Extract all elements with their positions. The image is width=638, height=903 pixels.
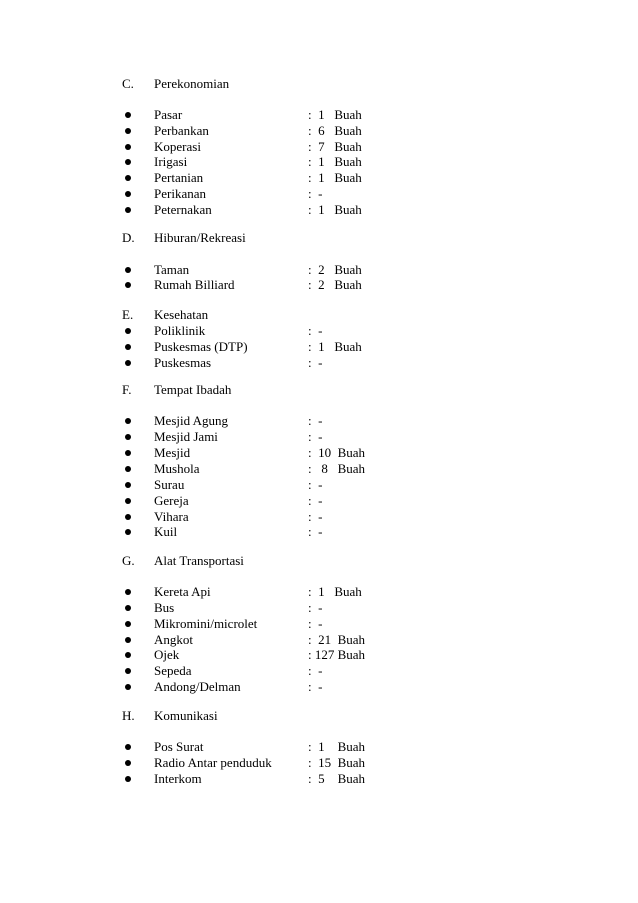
item-value: : - — [308, 429, 323, 444]
bullet-icon — [125, 191, 131, 197]
list-item — [122, 445, 422, 461]
list-item — [122, 509, 422, 525]
bullet-icon — [125, 282, 131, 288]
item-value: : - — [308, 186, 323, 201]
section-title: Kesehatan — [154, 307, 209, 322]
bullet-icon — [125, 267, 131, 273]
item-label: Pasar — [154, 107, 183, 122]
item-label: Taman — [154, 262, 190, 277]
list-item — [122, 123, 422, 139]
item-value: : - — [308, 616, 323, 631]
item-value: : 1 Buah — [308, 202, 362, 217]
item-value: : 1 Buah — [308, 584, 362, 599]
list-item — [122, 107, 422, 123]
item-value: : 15 Buah — [308, 755, 366, 770]
list-item — [122, 755, 422, 771]
bullet-icon — [125, 637, 131, 643]
list-item — [122, 139, 422, 155]
item-label: Angkot — [154, 632, 193, 647]
item-label: Surau — [154, 477, 185, 492]
section-letter: G. — [122, 553, 135, 568]
list-item — [122, 339, 422, 355]
item-label: Peternakan — [154, 202, 212, 217]
item-label: Mesjid Agung — [154, 413, 229, 428]
bullet-icon — [125, 159, 131, 165]
section-letter: D. — [122, 230, 135, 245]
bullet-icon — [125, 112, 131, 118]
item-value: : - — [308, 600, 323, 615]
item-label: Mesjid Jami — [154, 429, 218, 444]
list-item — [122, 355, 422, 371]
item-label: Mesjid — [154, 445, 191, 460]
item-label: Rumah Billiard — [154, 277, 235, 292]
item-label: Poliklinik — [154, 323, 206, 338]
list-item — [122, 154, 422, 170]
bullet-icon — [125, 621, 131, 627]
list-item — [122, 493, 422, 509]
list-item — [122, 647, 422, 663]
item-label: Perbankan — [154, 123, 209, 138]
bullet-icon — [125, 760, 131, 766]
list-item — [122, 632, 422, 648]
item-value: : 2 Buah — [308, 277, 362, 292]
bullet-icon — [125, 514, 131, 520]
item-label: Ojek — [154, 647, 180, 662]
item-value: : 1 Buah — [308, 154, 362, 169]
section-title: Tempat Ibadah — [154, 382, 232, 397]
bullet-icon — [125, 418, 131, 424]
section-title: Perekonomian — [154, 76, 230, 91]
list-item — [122, 600, 422, 616]
item-label: Koperasi — [154, 139, 201, 154]
item-label: Radio Antar penduduk — [154, 755, 272, 770]
list-item — [122, 170, 422, 186]
item-value: : - — [308, 323, 323, 338]
item-label: Kuil — [154, 524, 178, 539]
item-value: : 1 Buah — [308, 107, 362, 122]
bullet-icon — [125, 529, 131, 535]
list-item — [122, 616, 422, 632]
item-value: : 8 Buah — [308, 461, 366, 476]
bullet-icon — [125, 328, 131, 334]
list-item — [122, 739, 422, 755]
list-item — [122, 186, 422, 202]
list-item — [122, 202, 422, 218]
item-label: Gereja — [154, 493, 189, 508]
section-letter: H. — [122, 708, 135, 723]
bullet-icon — [125, 684, 131, 690]
item-value: : 1 Buah — [308, 170, 362, 185]
item-value: : 1 Buah — [308, 339, 362, 354]
item-label: Puskesmas — [154, 355, 212, 370]
bullet-icon — [125, 207, 131, 213]
item-label: Sepeda — [154, 663, 192, 678]
item-value: : - — [308, 477, 323, 492]
item-value: : - — [308, 679, 323, 694]
bullet-icon — [125, 360, 131, 366]
section-letter: E. — [122, 307, 134, 322]
item-label: Bus — [154, 600, 175, 615]
section-title: Komunikasi — [154, 708, 218, 723]
bullet-icon — [125, 144, 131, 150]
item-label: Irigasi — [154, 154, 188, 169]
bullet-icon — [125, 668, 131, 674]
item-value: : - — [308, 413, 323, 428]
bullet-icon — [125, 482, 131, 488]
list-item — [122, 477, 422, 493]
item-value: : - — [308, 663, 323, 678]
list-item — [122, 461, 422, 477]
item-label: Andong/Delman — [154, 679, 241, 694]
bullet-icon — [125, 175, 131, 181]
item-label: Puskesmas (DTP) — [154, 339, 248, 354]
item-value: : - — [308, 509, 323, 524]
list-item — [122, 277, 422, 293]
item-value: : 21 Buah — [308, 632, 366, 647]
list-item — [122, 323, 422, 339]
item-label: Vihara — [154, 509, 189, 524]
list-item — [122, 679, 422, 695]
bullet-icon — [125, 344, 131, 350]
item-value: : 5 Buah — [308, 771, 366, 786]
list-item — [122, 413, 422, 429]
item-label: Mikromini/microlet — [154, 616, 258, 631]
item-value: : - — [308, 355, 323, 370]
bullet-icon — [125, 744, 131, 750]
item-label: Pos Surat — [154, 739, 204, 754]
bullet-icon — [125, 434, 131, 440]
item-label: Perikanan — [154, 186, 206, 201]
item-value: : - — [308, 493, 323, 508]
bullet-icon — [125, 589, 131, 595]
bullet-icon — [125, 498, 131, 504]
item-value: : 2 Buah — [308, 262, 362, 277]
list-item — [122, 429, 422, 445]
bullet-icon — [125, 466, 131, 472]
item-value: : 127 Buah — [308, 647, 366, 662]
list-item — [122, 262, 422, 278]
item-label: Pertanian — [154, 170, 204, 185]
item-value: : 10 Buah — [308, 445, 366, 460]
section-title: Hiburan/Rekreasi — [154, 230, 246, 245]
item-value: : - — [308, 524, 323, 539]
item-label: Kereta Api — [154, 584, 211, 599]
list-item — [122, 524, 422, 540]
item-label: Interkom — [154, 771, 202, 786]
bullet-icon — [125, 450, 131, 456]
list-item — [122, 771, 422, 787]
list-item — [122, 584, 422, 600]
item-value: : 7 Buah — [308, 139, 362, 154]
section-title: Alat Transportasi — [154, 553, 244, 568]
bullet-icon — [125, 605, 131, 611]
section-letter: C. — [122, 76, 134, 91]
item-value: : 6 Buah — [308, 123, 362, 138]
bullet-icon — [125, 128, 131, 134]
item-label: Mushola — [154, 461, 200, 476]
bullet-icon — [125, 652, 131, 658]
section-letter: F. — [122, 382, 132, 397]
bullet-icon — [125, 776, 131, 782]
item-value: : 1 Buah — [308, 739, 366, 754]
list-item — [122, 663, 422, 679]
